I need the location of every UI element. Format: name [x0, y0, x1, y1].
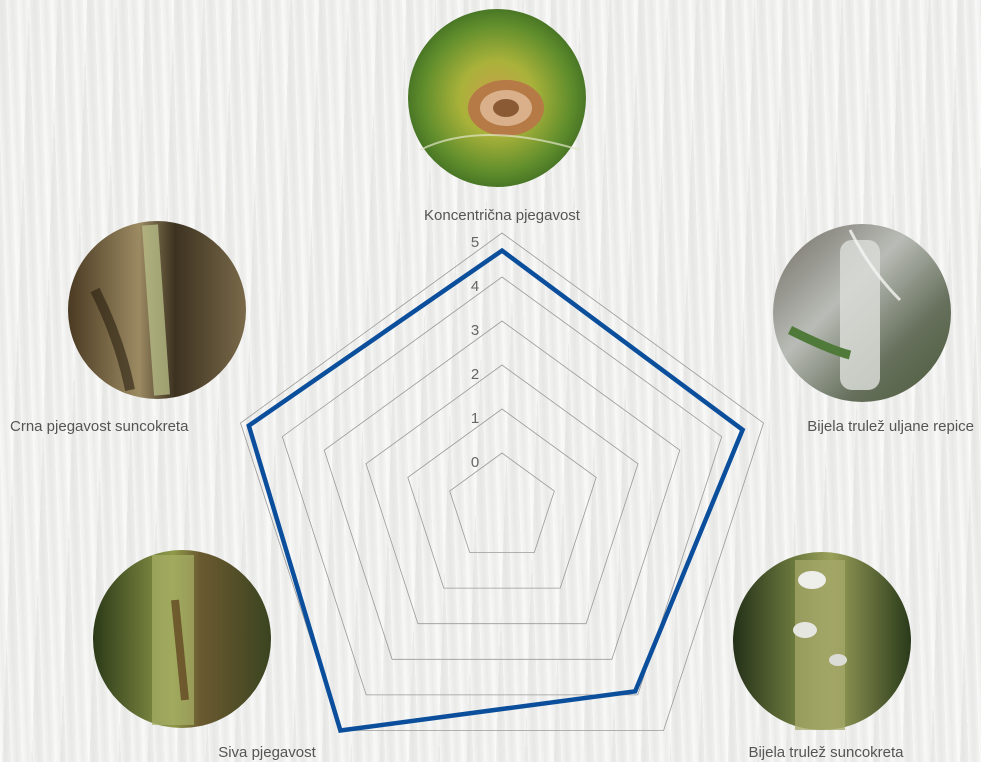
grid-ring-3 [324, 321, 680, 659]
tick-label-3: 3 [470, 322, 480, 339]
radar-series-layer [249, 251, 743, 731]
tick-label-1: 1 [470, 410, 480, 427]
photo-bijela-trulez-suncokreta [733, 552, 911, 730]
axis-label-bijela-trulez-uljane-repice: Bijela trulež uljane repice [807, 418, 974, 435]
grid-ring-0 [450, 453, 555, 553]
tick-label-4: 4 [470, 278, 480, 295]
series-line [249, 251, 743, 731]
tick-label-2: 2 [470, 366, 480, 383]
photo-crna-pjegavost-suncokreta [68, 221, 246, 399]
photo-siva-pjegavost [93, 550, 271, 728]
axis-label-bijela-trulez-suncokreta: Bijela trulež suncokreta [748, 744, 904, 761]
photo-bijela-trulez-uljane-repice [773, 224, 951, 402]
grid-ring-2 [366, 365, 638, 624]
axis-label-siva-pjegavost: Siva pjegavost [218, 744, 316, 761]
grid-ring-4 [282, 277, 721, 695]
axis-label-crna-pjegavost-suncokreta: Crna pjegavost suncokreta [10, 418, 189, 435]
tick-label-0: 0 [470, 454, 480, 471]
tick-label-5: 5 [470, 234, 480, 251]
axis-label-koncentricna: Koncentrična pjegavost [424, 207, 580, 224]
grid-ring-1 [408, 409, 596, 588]
photo-koncentricna [408, 9, 586, 187]
